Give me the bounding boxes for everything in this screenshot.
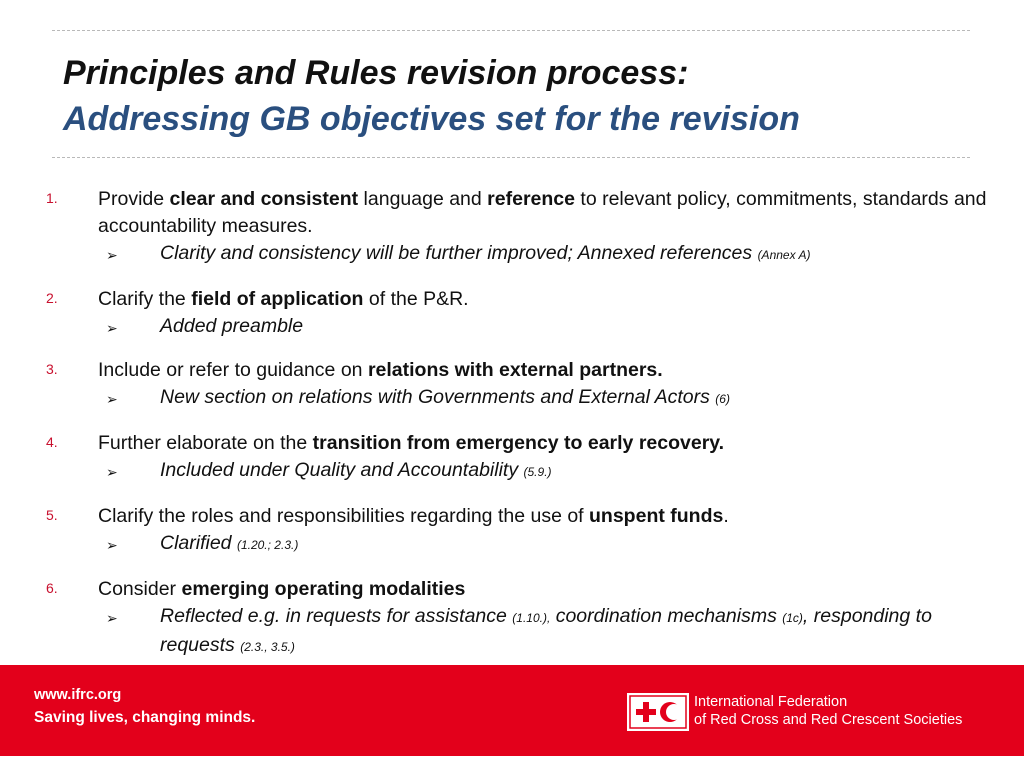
item-response [106, 603, 960, 661]
item-response [106, 530, 960, 559]
arrow-bullet-icon: ➢ [106, 247, 118, 263]
arrow-bullet-icon: ➢ [106, 610, 118, 626]
bold-text: unspent funds [589, 505, 724, 527]
list-item [0, 357, 1024, 413]
website-link[interactable]: www.ifrc.org [34, 687, 122, 703]
text: coordination mechanisms [550, 605, 783, 627]
text: . [723, 505, 729, 527]
list-item [0, 186, 1024, 269]
item-number: 4. [46, 434, 58, 450]
org-line-1: International Federation [694, 694, 848, 710]
title-line-1: Principles and Rules revision process: [63, 54, 689, 92]
bold-text: clear and consistent [169, 188, 359, 210]
arrow-bullet-icon: ➢ [106, 537, 118, 553]
title-line-2: Addressing GB objectives set for the revision [63, 100, 800, 138]
text: New section on relations with Governments and External Actors [160, 386, 716, 408]
reference-note: (Annex A) [757, 248, 811, 262]
text: Clarified [160, 532, 237, 554]
bold-text: reference [487, 188, 575, 210]
item-number: 3. [46, 361, 58, 377]
arrow-bullet-icon: ➢ [106, 320, 118, 336]
item-objective [98, 576, 998, 603]
reference-note: (1c) [782, 611, 803, 625]
title-divider [52, 157, 970, 158]
item-response [106, 313, 960, 340]
text: Clarity and consistency will be further improved; Annexed references [160, 242, 758, 264]
text: language and [358, 188, 488, 210]
text: Further elaborate on the [98, 432, 313, 454]
text: Clarify the [98, 288, 192, 310]
item-objective [98, 286, 998, 313]
reference-note: (1.10.), [512, 611, 551, 625]
organization-name [694, 693, 962, 729]
item-objective [98, 503, 998, 530]
bold-text: relations with external partners. [367, 359, 663, 381]
footer-slogan: Saving lives, changing minds. [34, 709, 256, 726]
item-response [106, 384, 960, 413]
org-line-2: of Red Cross and Red Crescent Societies [694, 712, 963, 728]
text: to relevant policy, commitments, standards and accountability measures. [98, 188, 987, 237]
item-number: 1. [46, 190, 58, 206]
item-response [106, 240, 960, 269]
item-objective [98, 186, 998, 240]
arrow-bullet-icon: ➢ [106, 464, 118, 480]
list-item [0, 430, 1024, 486]
objectives-list [0, 186, 1024, 678]
bold-text: field of application [191, 288, 364, 310]
item-number: 2. [46, 290, 58, 306]
text: Reflected e.g. in requests for assistance [160, 605, 513, 627]
text: Added preamble [160, 315, 304, 337]
text: Provide [98, 188, 170, 210]
text: , responding to requests [160, 605, 932, 656]
red-cross-red-crescent-logo-icon [627, 693, 689, 731]
item-response [106, 457, 960, 486]
bold-text: emerging operating modalities [181, 578, 466, 600]
reference-note: (5.9.) [523, 465, 552, 479]
text: Included under Quality and Accountability [160, 459, 524, 481]
reference-note: (2.3., 3.5.) [240, 640, 295, 654]
reference-note: (6) [715, 392, 730, 406]
text: Consider [98, 578, 182, 600]
item-objective [98, 357, 998, 384]
slide-title [63, 50, 993, 142]
top-divider [52, 30, 970, 31]
arrow-bullet-icon: ➢ [106, 391, 118, 407]
item-number: 6. [46, 580, 58, 596]
reference-note: (1.20.; 2.3.) [236, 538, 299, 552]
list-item [0, 576, 1024, 661]
text: Include or refer to guidance on [98, 359, 368, 381]
list-item [0, 503, 1024, 559]
text: Clarify the roles and responsibilities regarding the use of [98, 505, 590, 527]
bottom-margin [0, 756, 1024, 768]
list-item [0, 286, 1024, 340]
text: of the P&R. [363, 288, 469, 310]
item-objective [98, 430, 998, 457]
item-number: 5. [46, 507, 58, 523]
bold-text: transition from emergency to early recovery. [312, 432, 725, 454]
